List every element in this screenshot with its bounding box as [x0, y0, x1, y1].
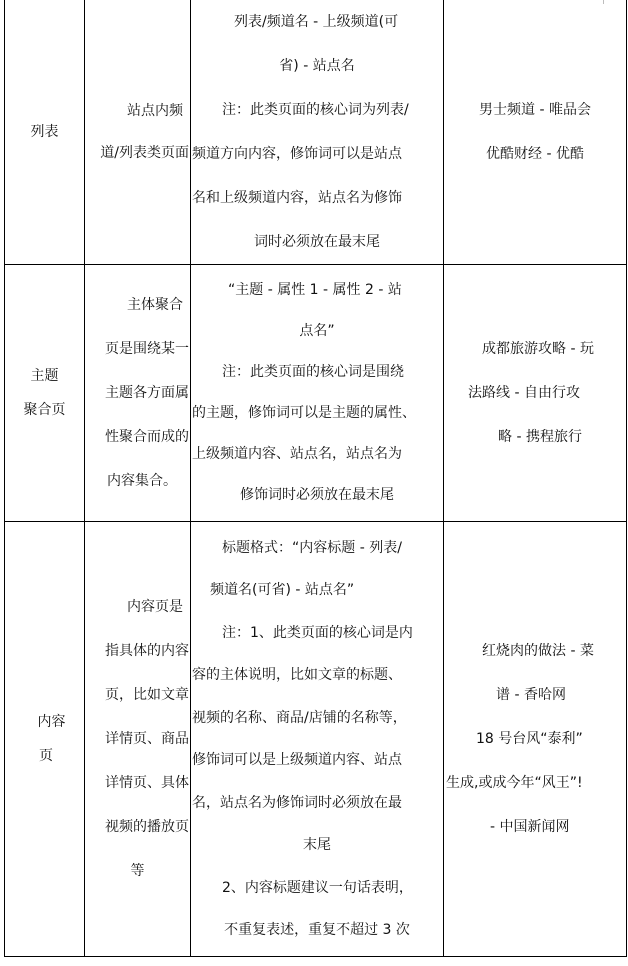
definition-cell: [85, 265, 191, 522]
rule-line: 列表/频道名 - 上级频道(可: [234, 14, 399, 30]
page-type-cell: [5, 0, 85, 265]
rule-line: 上级频道内容、站点名，站点名为: [192, 446, 402, 462]
definition-line: 视频的播放页: [105, 819, 189, 835]
definition-line: 内容页是: [127, 599, 183, 615]
definition-line: 详情页、商品: [105, 731, 189, 747]
rule-line: 的主题，修饰词可以是主题的属性、: [192, 405, 416, 421]
definition-line: 页，比如文章: [105, 687, 189, 703]
definition-line: 性聚合而成的: [105, 429, 189, 445]
page-type-cell: [5, 522, 85, 957]
rule-line: 容的主体说明，比如文章的标题、: [192, 667, 402, 683]
example-line: 略 - 携程旅行: [498, 429, 582, 445]
rule-line: 名和上级频道内容，站点名为修饰: [192, 190, 402, 206]
definition-line: 道/列表类页面: [100, 145, 189, 161]
examples-cell: [444, 265, 627, 522]
page-type-cell: [5, 265, 85, 522]
rule-line: 修饰词时必须放在最末尾: [240, 487, 394, 503]
rule-line: “主题 - 属性 1 - 属性 2 - 站: [228, 282, 402, 298]
rule-line: 2、内容标题建议一句话表明，: [222, 879, 413, 896]
example-line: 男士频道 - 唯品会: [479, 102, 591, 118]
page-type-label: 内容: [37, 714, 66, 730]
definition-line: 指具体的内容: [105, 643, 189, 659]
rule-line: 修饰词可以是上级频道内容、站点: [192, 752, 402, 768]
example-line: 谱 - 香哈网: [496, 687, 566, 703]
rule-line: 名，站点名为修饰词时必须放在最: [192, 794, 402, 811]
rule-line: 注：此类页面的核心词是围绕: [222, 364, 404, 380]
definition-line: 主题各方面属: [105, 385, 189, 401]
example-line: 生成,或成今年“风王”!: [446, 775, 583, 791]
rule-line: 注：1、此类页面的核心词是内: [222, 624, 413, 641]
table-row: [5, 265, 627, 522]
definition-line: 主体聚合: [127, 297, 183, 313]
page-type-label: 页: [39, 748, 53, 764]
example-line: - 中国新闻网: [490, 819, 570, 835]
rule-line: 注：此类页面的核心词为列表/: [222, 102, 409, 118]
example-line: 红烧肉的做法 - 菜: [482, 643, 594, 659]
definition-line: 页是围绕某一: [105, 341, 189, 357]
rules-cell: [191, 265, 444, 522]
definition-line: 等: [130, 863, 145, 879]
example-line: 18 号台风“泰利”: [476, 731, 583, 747]
page-type-label: 列表: [30, 124, 59, 140]
rule-line: 频道方向内容，修饰词可以是站点: [192, 146, 402, 162]
rule-line: 省) - 站点名: [279, 58, 355, 74]
rule-line: 标题格式：“内容标题 - 列表/: [222, 539, 402, 556]
example-line: 优酷财经 - 优酷: [486, 146, 584, 162]
rule-line: 点名”: [299, 323, 335, 339]
rule-line: 末尾: [303, 837, 331, 853]
rules-cell: [191, 0, 444, 265]
page-type-label: 聚合页: [23, 402, 66, 418]
examples-cell: [444, 522, 627, 957]
page-type-label: 主题: [30, 368, 59, 384]
definition-line: 站点内频: [127, 103, 183, 119]
examples-cell: [444, 0, 627, 265]
title-rules-table: [4, 0, 627, 957]
rule-line: 频道名(可省) - 站点名”: [210, 582, 355, 598]
table-row: [5, 522, 627, 957]
table-row: [5, 0, 627, 265]
example-line: 成都旅游攻略 - 玩: [482, 341, 594, 357]
rules-cell: [191, 522, 444, 957]
rule-line: 视频的名称、商品/店铺的名称等，: [192, 709, 407, 726]
rule-line: 不重复表述，重复不超过 3 次: [224, 922, 410, 938]
definition-line: 内容集合。: [107, 473, 177, 489]
definition-line: 详情页、具体: [105, 775, 189, 791]
definition-cell: [85, 522, 191, 957]
definition-cell: [85, 0, 191, 265]
example-line: 法路线 - 自由行攻: [468, 385, 580, 401]
rule-line: 词时必须放在最末尾: [254, 234, 380, 250]
